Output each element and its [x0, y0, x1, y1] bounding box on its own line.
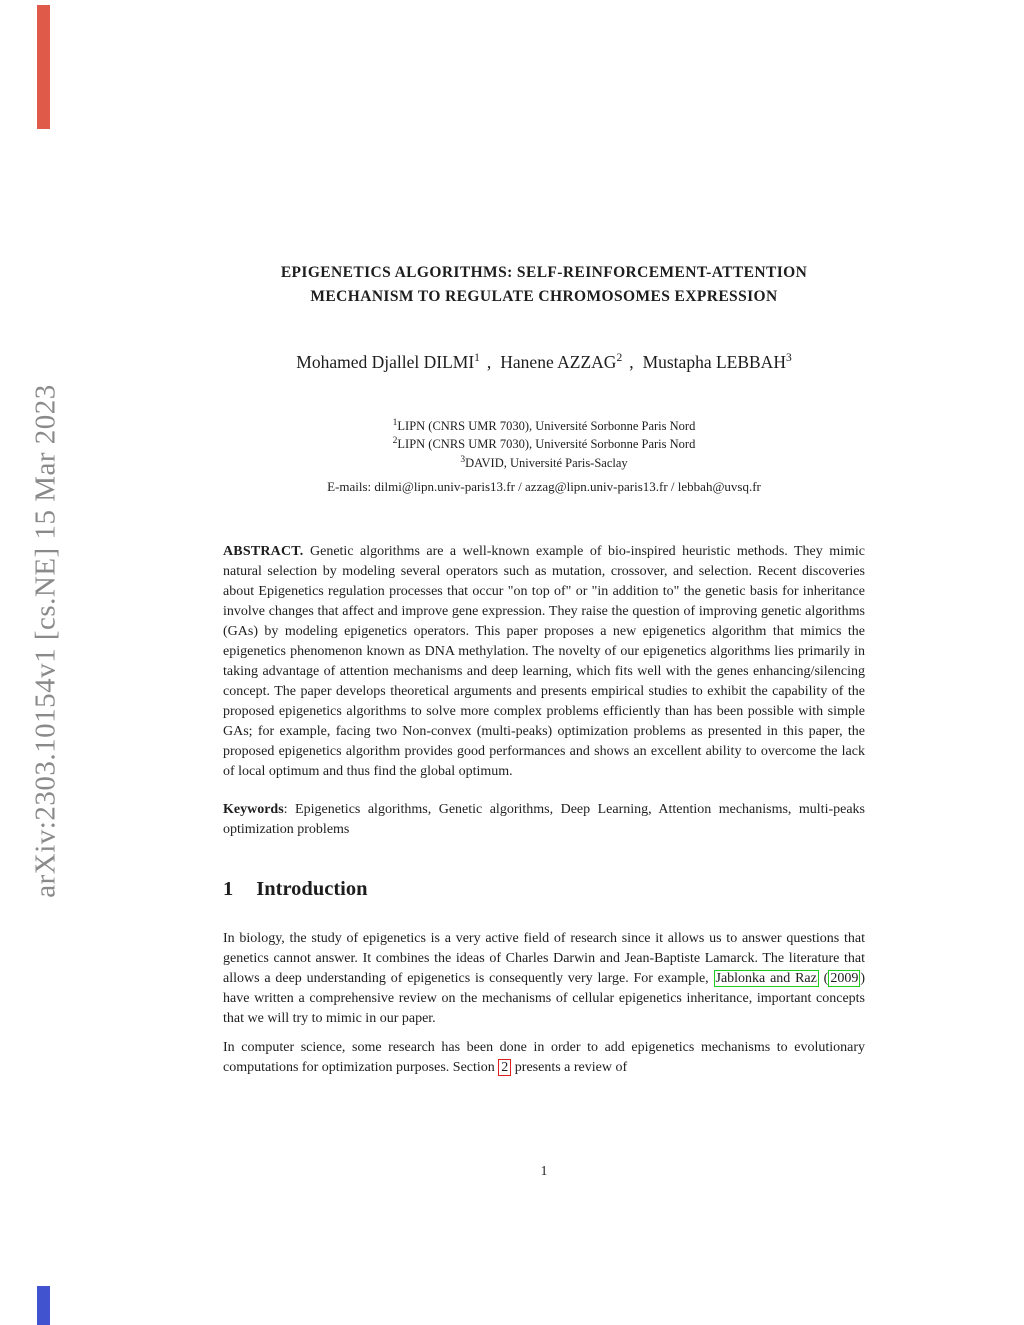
paragraph-text: (: [818, 970, 829, 986]
paper-title: [223, 261, 865, 309]
citation-link-authors[interactable]: Jablonka and Raz: [715, 970, 817, 986]
author-sup-2: 2: [616, 352, 623, 364]
paragraph-text: In biology, the study of epigenetics is a very active field of research since it allows us to answer questions that genetics cannot answer. It combines the ideas of Charles Darwin and Jean-Baptiste Lamarck. The literature that allows a deep understanding of epigenetics is consequently very large. For example,: [223, 930, 865, 986]
paragraph-text: have written a comprehensive review on the mechanisms of cellular epigenetics inheritance, important concepts that we will try to mimic in our paper.: [223, 990, 865, 1026]
paragraph-text: ): [860, 970, 865, 986]
keywords: [223, 800, 865, 840]
keywords-label: Keywords: [223, 801, 284, 817]
affiliation-line-2: $^2$LIPN (CNRS UMR 7030), Université Sorbonne Paris Nord: [392, 436, 696, 452]
author-separator: ,: [486, 351, 492, 372]
scroll-marker-bottom: [37, 1286, 50, 1325]
author-separator: ,: [629, 351, 634, 372]
paragraph-text: presents a review of: [511, 1059, 628, 1075]
intro-paragraph-1: [223, 929, 865, 1029]
abstract-label: ABSTRACT.: [223, 543, 304, 559]
arxiv-watermark: arXiv:2303.10154v1 [cs.NE] 15 Mar 2023: [29, 384, 62, 898]
citation-link-year[interactable]: 2009: [830, 970, 859, 986]
emails-line: E-mails: dilmi@lipn.univ-paris13.fr / azzag@lipn.univ-paris13.fr / lebbah@uvsq.fr: [327, 478, 761, 494]
title-line-2: MECHANISM TO REGULATE CHROMOSOMES EXPRESSION: [310, 288, 778, 305]
section-title: Introduction: [256, 877, 368, 900]
author-sup-1: 1: [474, 352, 480, 364]
keywords-text: Epigenetics algorithms, Genetic algorithms, Deep Learning, Attention mechanisms, multi-peaks optimization problems: [223, 801, 865, 837]
keywords-separator: :: [283, 801, 296, 817]
paragraph-text: In computer science, some research has been done in order to add epigenetics mechanisms to evolutionary computations for optimization purposes. Section: [223, 1039, 865, 1075]
authors-line: [223, 347, 865, 373]
author-name-3: Mustapha LEBBAH$^3$: [642, 351, 792, 372]
scroll-marker-top: [37, 5, 50, 129]
section-ref-link[interactable]: 2: [498, 1059, 511, 1076]
author-name-2: Hanene AZZAG$^2$: [500, 351, 623, 372]
affiliation-line-1: $^1$LIPN (CNRS UMR 7030), Université Sorbonne Paris Nord: [392, 417, 696, 433]
abstract: [223, 542, 865, 782]
title-line-1: EPIGENETICS ALGORITHMS: SELF-REINFORCEMENT-ATTENTION: [280, 264, 808, 281]
affiliations-block: [223, 416, 865, 472]
page-number: 1: [540, 1163, 548, 1178]
section-number: 1: [223, 877, 234, 900]
author-sup-3: 3: [785, 352, 792, 364]
abstract-text: Genetic algorithms are a well-known example of bio-inspired heuristic methods. They mimic natural selection by modeling several operators such as mutation, crossover, and selection. Recent discoveries about Epigenetics regulation processes that occur "on top of" or "in addition to" the genetic basis for inheritance involve changes that affect and improve gene expression. They raise the question of improving genetic algorithms (GAs) by modeling epigenetics operators. This paper proposes a new epigenetics algorithm that mimics the epigenetics phenomenon known as DNA methylation. The novelty of our epigenetics algorithms lies primarily in taking advantage of attention mechanisms and deep learning, which fits well with the genes enhancing/silencing concept. The paper develops theoretical arguments and presents empirical studies to exhibit the capability of the proposed epigenetics algorithms to solve more complex problems efficiently than has been possible with simple GAs; for example, facing two Non-convex (multi-peaks) optimization problems as presented in this paper, the proposed epigenetics algorithm provides good performances and shows an excellent ability to overcome the lack of local optimum and thus find the global optimum.: [223, 543, 866, 779]
intro-paragraph-2: [223, 1038, 865, 1078]
paper-content: [223, 0, 865, 1078]
author-name-1: Mohamed Djallel DILMI$^1$: [296, 351, 480, 372]
affiliation-line-3: $^3$DAVID, Université Paris-Saclay: [460, 455, 628, 471]
section-heading-introduction: [223, 876, 865, 902]
